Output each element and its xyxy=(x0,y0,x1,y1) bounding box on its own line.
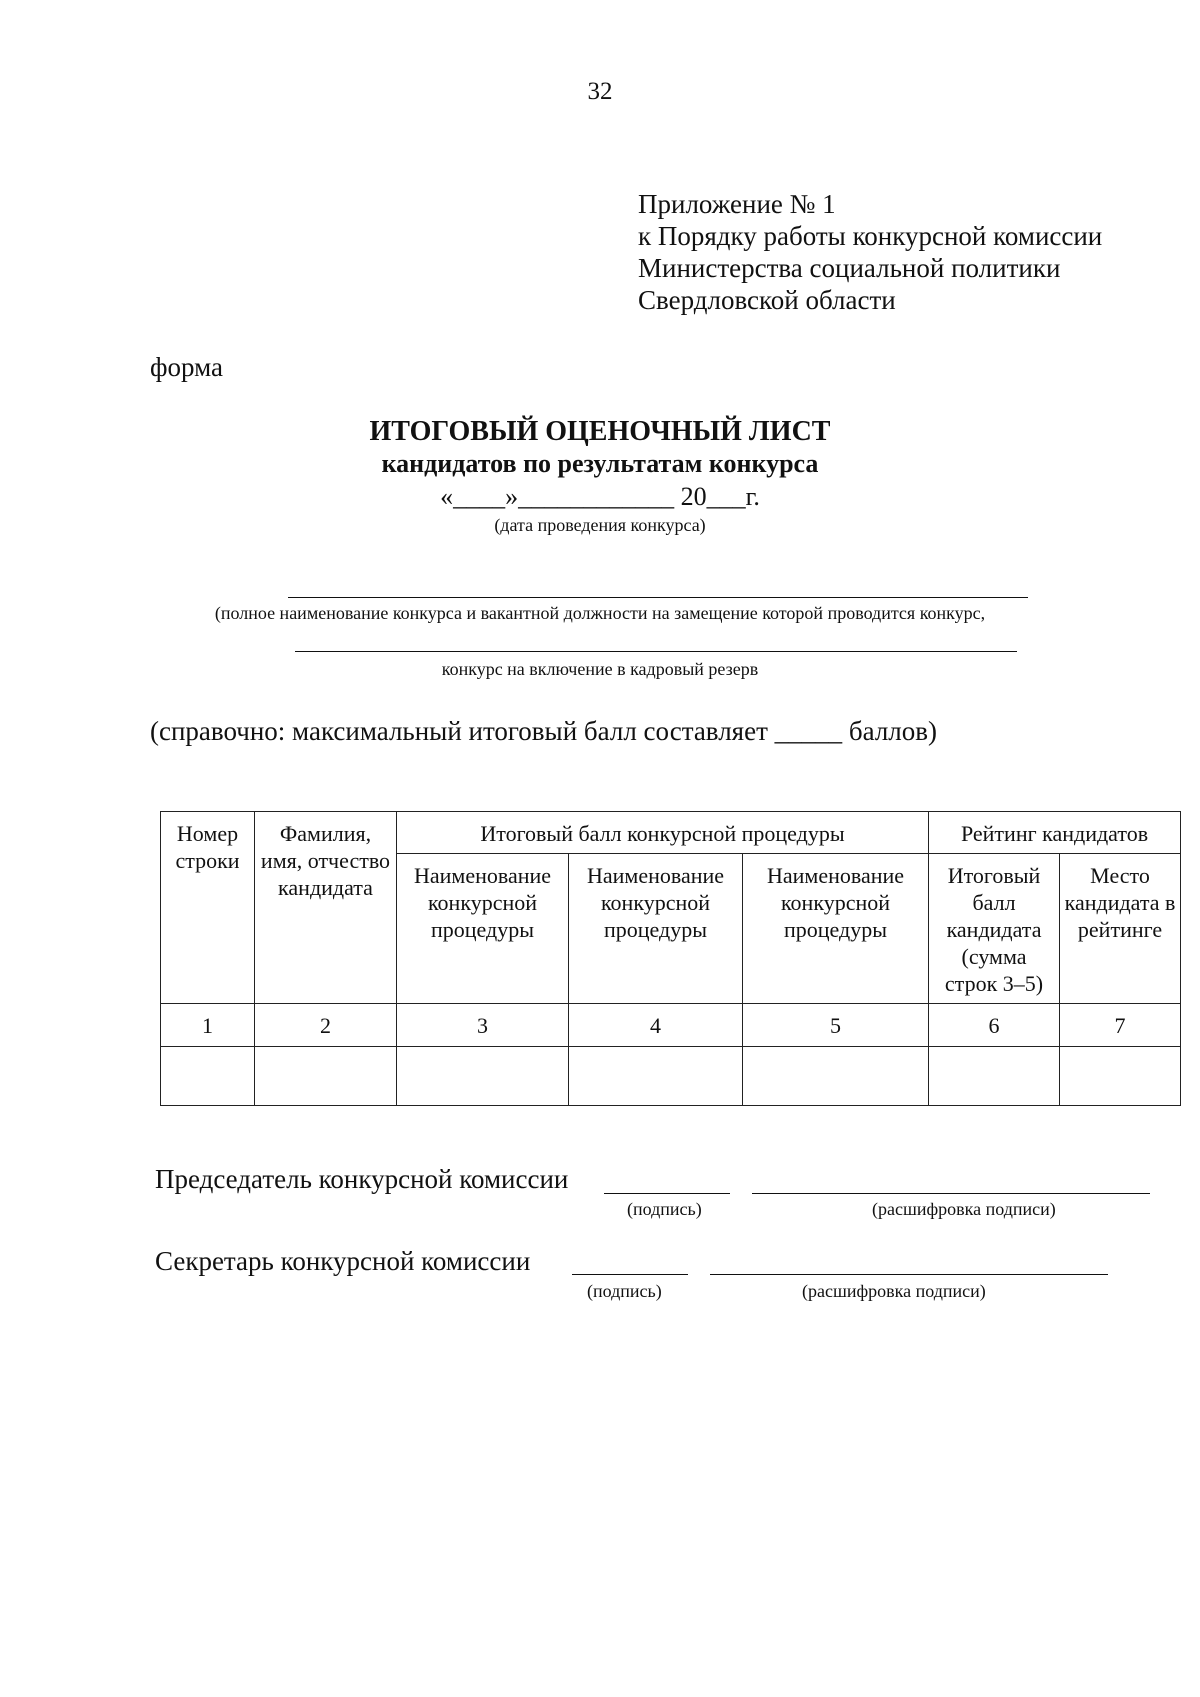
secretary-signature-field[interactable] xyxy=(572,1274,688,1275)
chairman-decoding-field[interactable] xyxy=(752,1193,1150,1194)
contest-name-caption: (полное наименование конкурса и вакантной должности на замещение которой проводится конкурс, xyxy=(214,603,986,623)
chairman-decoding-caption: (расшифровка подписи) xyxy=(872,1199,1056,1219)
table-cell[interactable] xyxy=(397,1047,569,1106)
chairman-label: Председатель конкурсной комиссии xyxy=(155,1164,569,1194)
chairman-signature-caption: (подпись) xyxy=(627,1199,702,1219)
column-number: 3 xyxy=(397,1004,569,1047)
appendix-line-1: Приложение № 1 xyxy=(638,189,836,219)
contest-date-caption: (дата проведения конкурса) xyxy=(494,515,706,535)
column-number: 5 xyxy=(743,1004,929,1047)
table-cell[interactable] xyxy=(161,1047,255,1106)
table-cell[interactable] xyxy=(569,1047,743,1106)
contest-date-field[interactable]: «____»____________ 20___г. xyxy=(440,482,760,511)
page-number: 32 xyxy=(587,78,613,105)
header-rating: Рейтинг кандидатов xyxy=(929,812,1181,854)
column-number: 2 xyxy=(255,1004,397,1047)
column-number: 1 xyxy=(161,1004,255,1047)
column-number-row xyxy=(161,1004,1181,1047)
secretary-decoding-caption: (расшифровка подписи) xyxy=(802,1281,986,1301)
appendix-line-4: Свердловской области xyxy=(638,285,896,315)
table-header-row xyxy=(161,812,1181,854)
table-row xyxy=(161,1047,1181,1106)
table-cell[interactable] xyxy=(255,1047,397,1106)
header-procedure-score: Итоговый балл конкурсной процедуры xyxy=(397,812,929,854)
table-cell[interactable] xyxy=(929,1047,1060,1106)
secretary-decoding-field[interactable] xyxy=(710,1274,1108,1275)
column-number: 4 xyxy=(569,1004,743,1047)
header-procedure-2: Наименование конкурсной процедуры xyxy=(569,854,743,1004)
appendix-line-3: Министерства социальной политики xyxy=(638,253,1061,283)
appendix-line-2: к Порядку работы конкурсной комиссии xyxy=(638,221,1103,251)
form-label: форма xyxy=(150,352,223,382)
document-subtitle: кандидатов по результатам конкурса xyxy=(381,449,819,478)
appendix-header xyxy=(638,188,1102,316)
reserve-caption: конкурс на включение в кадровый резерв xyxy=(441,659,759,679)
evaluation-table xyxy=(160,811,1181,1106)
contest-name-field[interactable] xyxy=(288,597,1028,598)
secretary-label: Секретарь конкурсной комиссии xyxy=(155,1246,531,1276)
header-rating-place: Место кандидата в рейтинге xyxy=(1060,854,1181,1004)
header-procedure-3: Наименование конкурсной процедуры xyxy=(743,854,929,1004)
document-title: ИТОГОВЫЙ ОЦЕНОЧНЫЙ ЛИСТ xyxy=(369,416,831,447)
table-cell[interactable] xyxy=(743,1047,929,1106)
header-procedure-1: Наименование конкурсной процедуры xyxy=(397,854,569,1004)
column-number: 6 xyxy=(929,1004,1060,1047)
secretary-signature-caption: (подпись) xyxy=(587,1281,662,1301)
table-cell[interactable] xyxy=(1060,1047,1181,1106)
chairman-signature-field[interactable] xyxy=(604,1193,730,1194)
header-row-number: Номер строки xyxy=(161,812,255,1004)
header-full-name: Фамилия, имя, отчество кандидата xyxy=(255,812,397,1004)
header-total-score: Итоговый балл кандидата (сумма строк 3–5) xyxy=(929,854,1060,1004)
max-score-note: (справочно: максимальный итоговый балл составляет _____ баллов) xyxy=(150,716,938,746)
column-number: 7 xyxy=(1060,1004,1181,1047)
contest-name-field-2[interactable] xyxy=(295,651,1017,652)
